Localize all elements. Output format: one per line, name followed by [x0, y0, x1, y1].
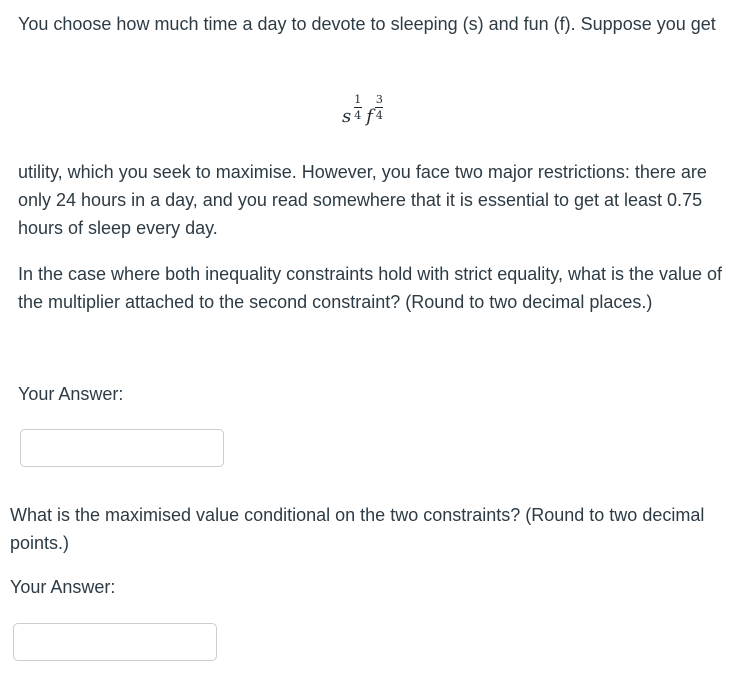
exponent-s-numerator: 1: [354, 93, 362, 106]
fraction-bar: [375, 107, 383, 108]
part1-answer-input[interactable]: [20, 429, 224, 467]
part2-answer-input[interactable]: [13, 623, 217, 661]
exponent-f-numerator: 3: [375, 93, 383, 106]
fraction-bar: [354, 107, 362, 108]
part1-prompt: In the case where both inequality constraints hold with strict equality, what is the value of the multiplier attached to the second constraint? (Round to two decimal places.): [18, 264, 723, 312]
part2-prompt: What is the maximised value conditional on the two constraints? (Round to two decimal points.): [10, 505, 705, 553]
formula-var-f: f: [366, 106, 373, 127]
part1-answer-label: Your Answer:: [18, 384, 124, 404]
formula-exponent-s: [353, 94, 362, 121]
formula-exponent-f: [375, 94, 384, 121]
utility-formula: [342, 92, 388, 132]
exponent-f-denominator: 4: [375, 109, 383, 122]
formula-var-s: s: [342, 106, 352, 127]
part2-answer-label: Your Answer:: [10, 577, 116, 597]
exponent-s-denominator: 4: [354, 109, 362, 122]
question-constraints-text: utility, which you seek to maximise. However, you face two major restrictions: there are only 24 hours in a day, and you read somewhere that it is essential to get at least 0.75 hours of sleep every day.: [18, 162, 707, 238]
question-intro: You choose how much time a day to devote to sleeping (s) and fun (f). Suppose you get: [18, 14, 716, 34]
